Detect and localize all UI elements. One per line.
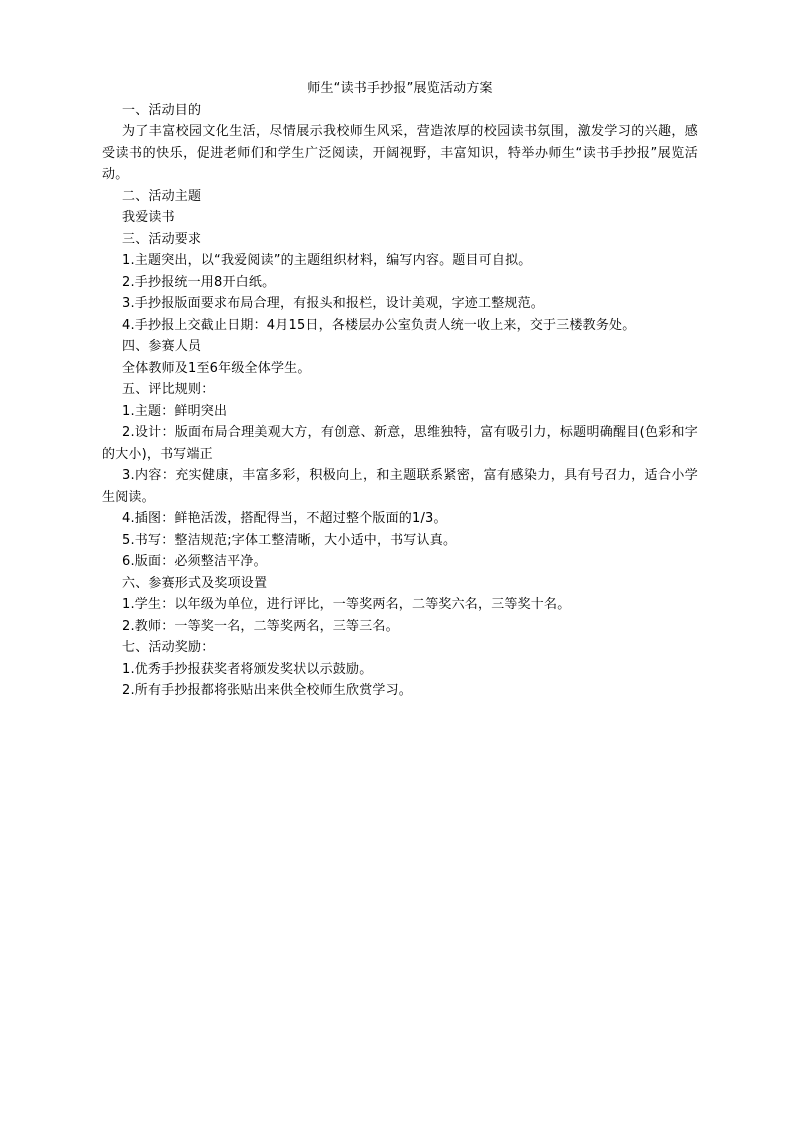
reward-item: 1.优秀手抄报获奖者将颁发奖状以示鼓励。: [122, 661, 373, 677]
rule-item: 4.插图：鲜艳活泼，搭配得当，不超过整个版面的1/3。: [122, 511, 447, 526]
document-title: 师生“读书手抄报”展览活动方案: [307, 81, 493, 96]
section-heading-rewards: 七、活动奖励：: [122, 640, 215, 655]
section-heading-awards-setup: 六、参赛形式及奖项设置: [122, 575, 268, 591]
requirement-item: 2.手抄报统一用8开白纸。: [122, 274, 276, 290]
participants-text: 全体教师及1至6年级全体学生。: [122, 360, 311, 376]
rule-item: 2.设计：版面布局合理美观大方，有创意、新意，思维独特，富有吸引力，标题明确醒目(色彩和字的大小)，书写端正: [102, 425, 698, 462]
award-item: 2.教师：一等奖一名，二等奖两名，三等三名。: [122, 618, 399, 634]
requirement-item: 3.手抄报版面要求布局合理，有报头和报栏，设计美观，字迹工整规范。: [122, 296, 545, 311]
section-heading-theme: 二、活动主题: [122, 188, 202, 204]
section-heading-participants: 四、参赛人员: [122, 339, 202, 354]
rule-item: 1.主题：鲜明突出: [122, 403, 228, 419]
theme-text: 我爱读书: [122, 210, 175, 225]
requirement-item: 1.主题突出，以“我爱阅读”的主题组织材料，编写内容。题目可自拟。: [122, 253, 532, 268]
requirement-item: 4.手抄报上交截止日期：4月15日，各楼层办公室负责人统一收上来，交于三楼教务处。: [122, 317, 636, 333]
award-item: 1.学生：以年级为单位，进行评比，一等奖两名，二等奖六名，三等奖十名。: [122, 597, 571, 612]
rule-item: 6.版面：必须整洁平净。: [122, 554, 267, 569]
rule-item: 5.书写：整洁规范;字体工整清晰，大小适中，书写认真。: [122, 532, 457, 548]
section-heading-rules: 五、评比规则：: [122, 382, 215, 397]
reward-item: 2.所有手抄报都将张贴出来供全校师生欣赏学习。: [122, 683, 413, 698]
section-heading-purpose: 一、活动目的: [122, 102, 202, 118]
section-heading-requirements: 三、活动要求: [122, 231, 202, 247]
purpose-paragraph: 为了丰富校园文化生活，尽情展示我校师生风采，营造浓厚的校园读书氛围，激发学习的兴趣，感受读书的快乐，促进老师们和学生广泛阅读，开阔视野，丰富知识，特举办师生“读书手抄报”展览活动。: [102, 124, 698, 182]
document-body: [102, 78, 698, 702]
rule-item: 3.内容：充实健康，丰富多彩，积极向上，和主题联系紧密，富有感染力，具有号召力，适合小学生阅读。: [102, 468, 698, 505]
